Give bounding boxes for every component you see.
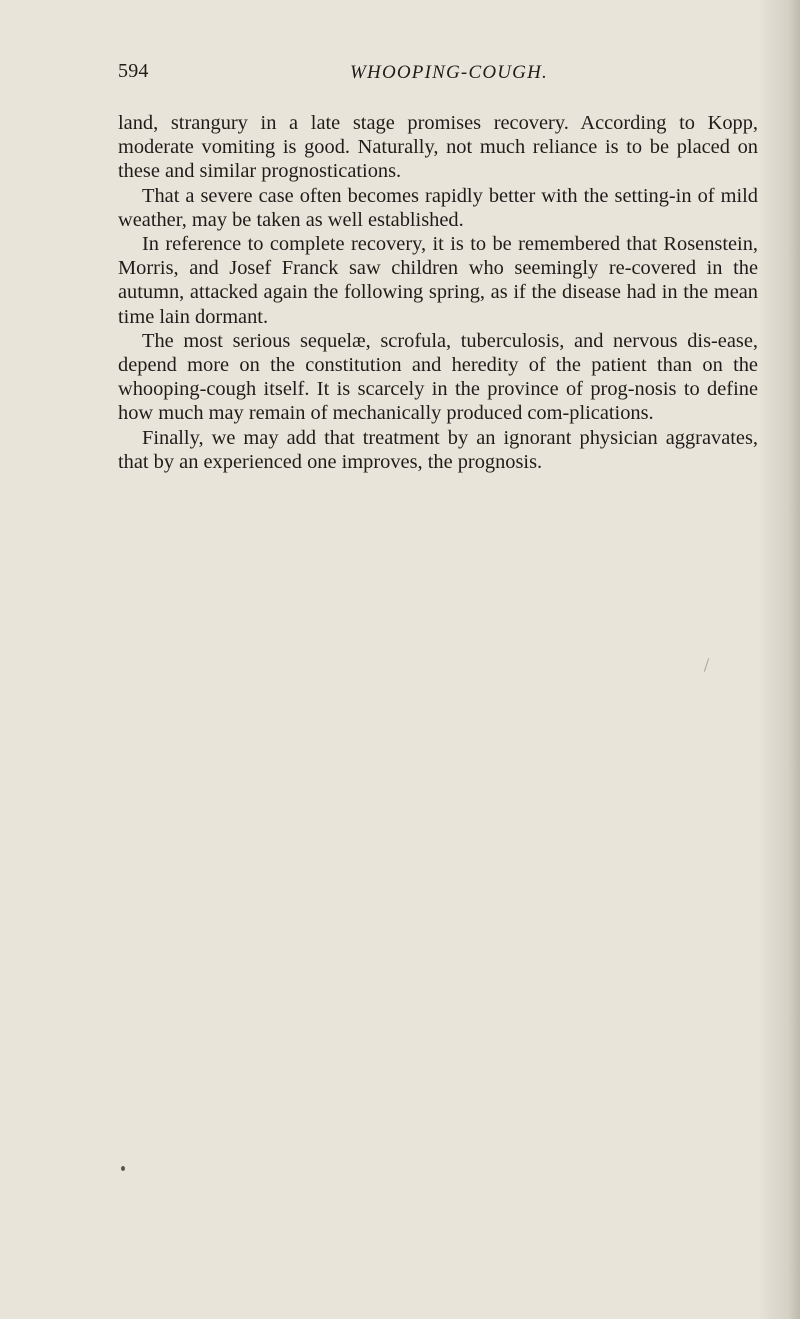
page-edge-shadow	[788, 0, 800, 1319]
paragraph: In reference to complete recovery, it is to be remembered that Rosenstein, Morris, and Josef Franck saw children who seemingly re-covered in the autumn, attacked again the following spring, as if the disease had in the mean time lain dormant.	[118, 233, 758, 328]
page-number: 594	[118, 60, 149, 82]
body-text	[118, 111, 758, 474]
paper-blemish	[704, 658, 709, 672]
page-header	[118, 60, 758, 90]
running-head: WHOOPING-COUGH.	[350, 62, 548, 83]
paper-speck	[121, 1166, 125, 1171]
paragraph: land, strangury in a late stage promises recovery. According to Kopp, moderate vomiting is good. Naturally, not much reliance is to be placed on these and similar prognostications.	[118, 112, 758, 183]
paragraph: The most serious sequelæ, scrofula, tuberculosis, and nervous dis-ease, depend more on the constitution and heredity of the patient than on the whooping-cough itself. It is scarcely in the province of prog-nosis to define how much may remain of mechanically produced com-plications.	[118, 329, 758, 425]
paragraph: That a severe case often becomes rapidly better with the setting-in of mild weather, may be taken as well established.	[118, 184, 758, 231]
paragraph: Finally, we may add that treatment by an ignorant physician aggravates, that by an experienced one improves, the prognosis.	[118, 426, 758, 473]
